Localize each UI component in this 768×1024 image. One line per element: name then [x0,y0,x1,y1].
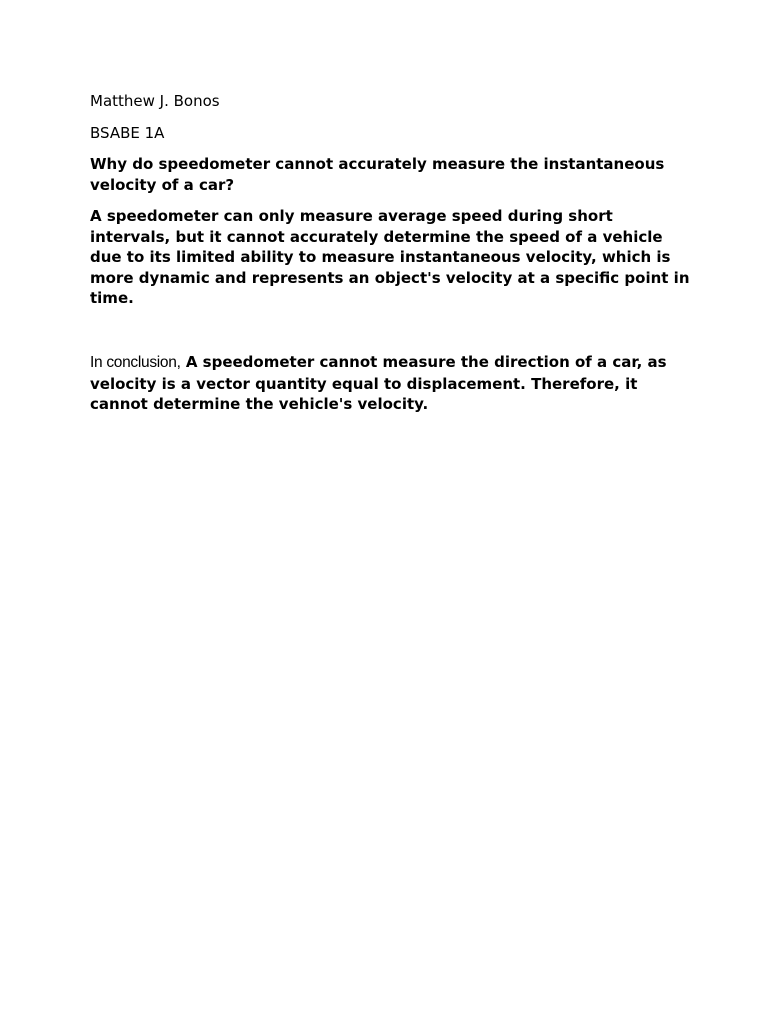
conclusion-paragraph [90,352,690,415]
author-name: Matthew J. Bonos [90,92,220,110]
conclusion-text: A speedometer cannot measure the direction of a car, as velocity is a vector quantity equal to displacement. Therefore, it cannot determine the vehicle's velocity. [90,353,667,414]
question-heading: Why do speedometer cannot accurately measure the instantaneous velocity of a car? [90,155,665,194]
conclusion-prefix: In conclusion, [90,354,181,371]
answer-paragraph: A speedometer can only measure average speed during short intervals, but it cannot accurately determine the speed of a vehicle due to its limited ability to measure instantaneous velocity, which is more dynamic and represents an object's velocity at a specific point in time. [90,207,690,308]
class-section: BSABE 1A [90,124,165,142]
